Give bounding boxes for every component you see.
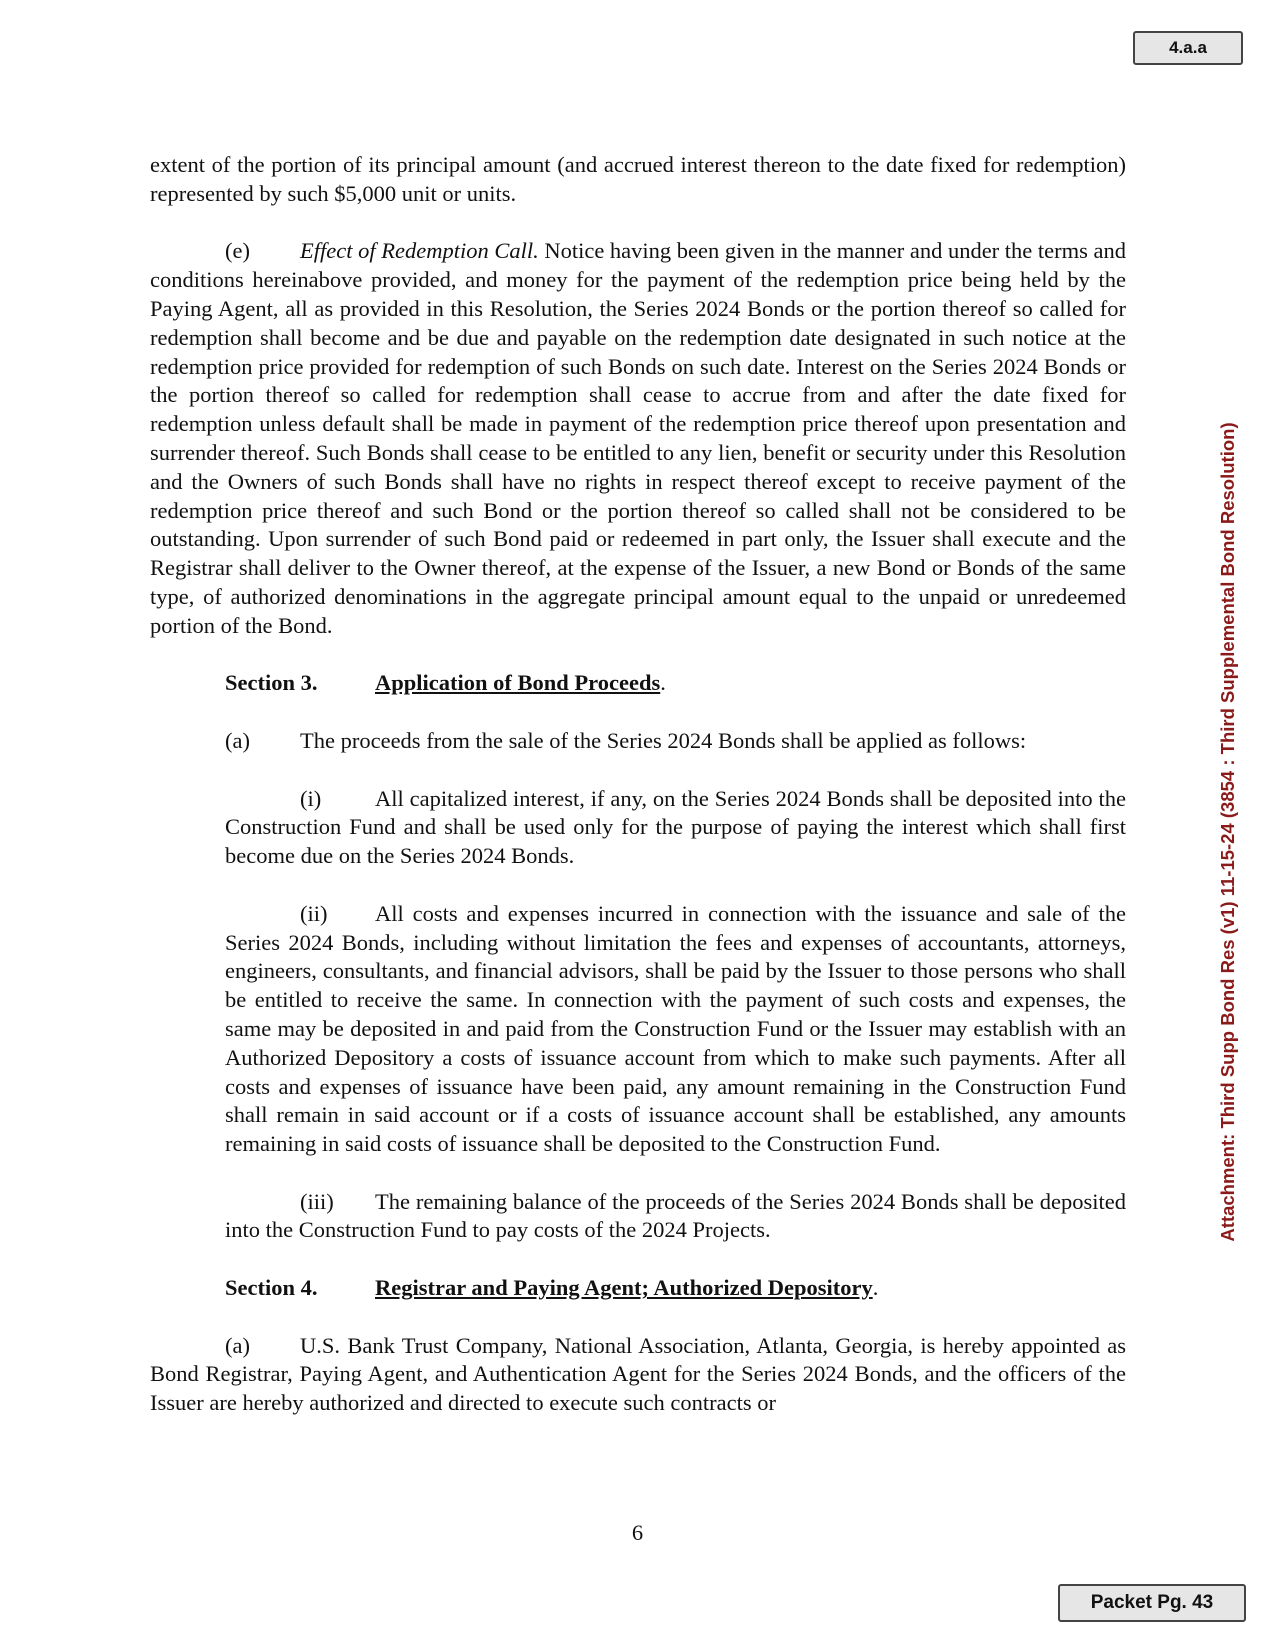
- section-3-title: Application of Bond Proceeds: [375, 670, 661, 696]
- section-3a-text: The proceeds from the sale of the Series 2024 Bonds shall be applied as follows:: [300, 727, 1027, 753]
- section-3a-label: (a): [225, 727, 250, 753]
- section-3-heading: [225, 669, 1126, 698]
- subparagraph-i-label: (i): [300, 785, 322, 811]
- section-3a: [225, 727, 1126, 756]
- subparagraph-iii: [225, 1188, 1126, 1246]
- page-number: 6: [631, 1520, 644, 1545]
- subparagraph-ii-label: (ii): [300, 900, 328, 926]
- section-3-period: .: [660, 670, 666, 696]
- section-4-period: .: [872, 1275, 879, 1301]
- paragraph-e-title: Effect of Redemption Call.: [300, 238, 539, 264]
- section-4a-text: U.S. Bank Trust Company, National Association, Atlanta, Georgia, is hereby appointed as Bond Registrar, Paying Agent, and Authentication Agent for the Series 2024 Bonds, and the officers of the Issuer are hereby authorized and directed to execute such contracts or: [150, 1332, 1126, 1416]
- section-4-heading: [225, 1274, 1126, 1303]
- section-4a: [150, 1332, 1126, 1418]
- packet-page-tag: Packet Pg. 43: [1058, 1584, 1246, 1622]
- subparagraph-i-text: All capitalized interest, if any, on the Series 2024 Bonds shall be deposited into the Construction Fund and shall be used only for the purpose of paying the interest which shall first become due on the Series 2024 Bonds.: [225, 785, 1126, 869]
- paragraph-e-text: Notice having been given in the manner and under the terms and conditions hereinabove provided, and money for the payment of the redemption price being held by the Paying Agent, all as provided in this Resolution, the Series 2024 Bonds or the portion thereof so called for redemption shall become and be due and payable on the redemption date designated in such notice at the redemption price provided for redemption of such Bonds on such date. Interest on the Series 2024 Bonds or the portion thereof so called for redemption shall cease to accrue from and after the date fixed for redemption unless default shall be made in payment of the redemption price thereof upon presentation and surrender thereof. Such Bonds shall cease to be entitled to any lien, benefit or security under this Resolution and the Owners of such Bonds shall have no rights in respect thereof except to receive payment of the redemption price thereof and such Bond or the portion thereof so called shall not be considered to be outstanding. Upon surrender of such Bond paid or redeemed in part only, the Issuer shall execute and the Registrar shall deliver to the Owner thereof, at the expense of the Issuer, a new Bond or Bonds of the same type, of authorized denominations in the aggregate principal amount equal to the unpaid or unredeemed portion of the Bond.: [150, 238, 1127, 638]
- subparagraph-ii-text: All costs and expenses incurred in connection with the issuance and sale of the Series 2024 Bonds, including without limitation the fees and expenses of accountants, attorneys, engineers, consultants, and financial advisors, shall be paid by the Issuer to those persons who shall be entitled to receive the same. In connection with the payment of such costs and expenses, the same may be deposited in and paid from the Construction Fund or the Issuer may establish with an Authorized Depository a costs of issuance account from which to make such payments. After all costs and expenses of issuance have been paid, any amount remaining in the Construction Fund shall remain in said account or if a costs of issuance account shall be established, any amounts remaining in said costs of issuance shall be deposited to the Construction Fund.: [225, 900, 1126, 1157]
- document-body: [150, 151, 1126, 1447]
- section-4-title: Registrar and Paying Agent; Authorized Depository: [375, 1275, 873, 1301]
- paragraph-continued: extent of the portion of its principal amount (and accrued interest thereon to the date fixed for redemption) represented by such $5,000 unit or units.: [150, 152, 1126, 206]
- attachment-sidebar-label: Attachment: Third Supp Bond Res (v1) 11-15-24 (3854 : Third Supplemental Bond Resolution): [1217, 422, 1238, 1242]
- subparagraph-iii-text: The remaining balance of the proceeds of the Series 2024 Bonds shall be deposited into the Construction Fund to pay costs of the 2024 Projects.: [225, 1188, 1126, 1243]
- section-4-label: Section 4.: [225, 1275, 318, 1301]
- paragraph-e-label: (e): [225, 238, 250, 264]
- section-4a-label: (a): [225, 1332, 250, 1358]
- agenda-item-tag: 4.a.a: [1133, 31, 1243, 65]
- section-3-label: Section 3.: [225, 670, 318, 696]
- subparagraph-ii: [225, 900, 1126, 1159]
- paragraph-e: [150, 237, 1126, 640]
- subparagraph-i: [225, 785, 1126, 871]
- subparagraph-iii-label: (iii): [300, 1188, 334, 1214]
